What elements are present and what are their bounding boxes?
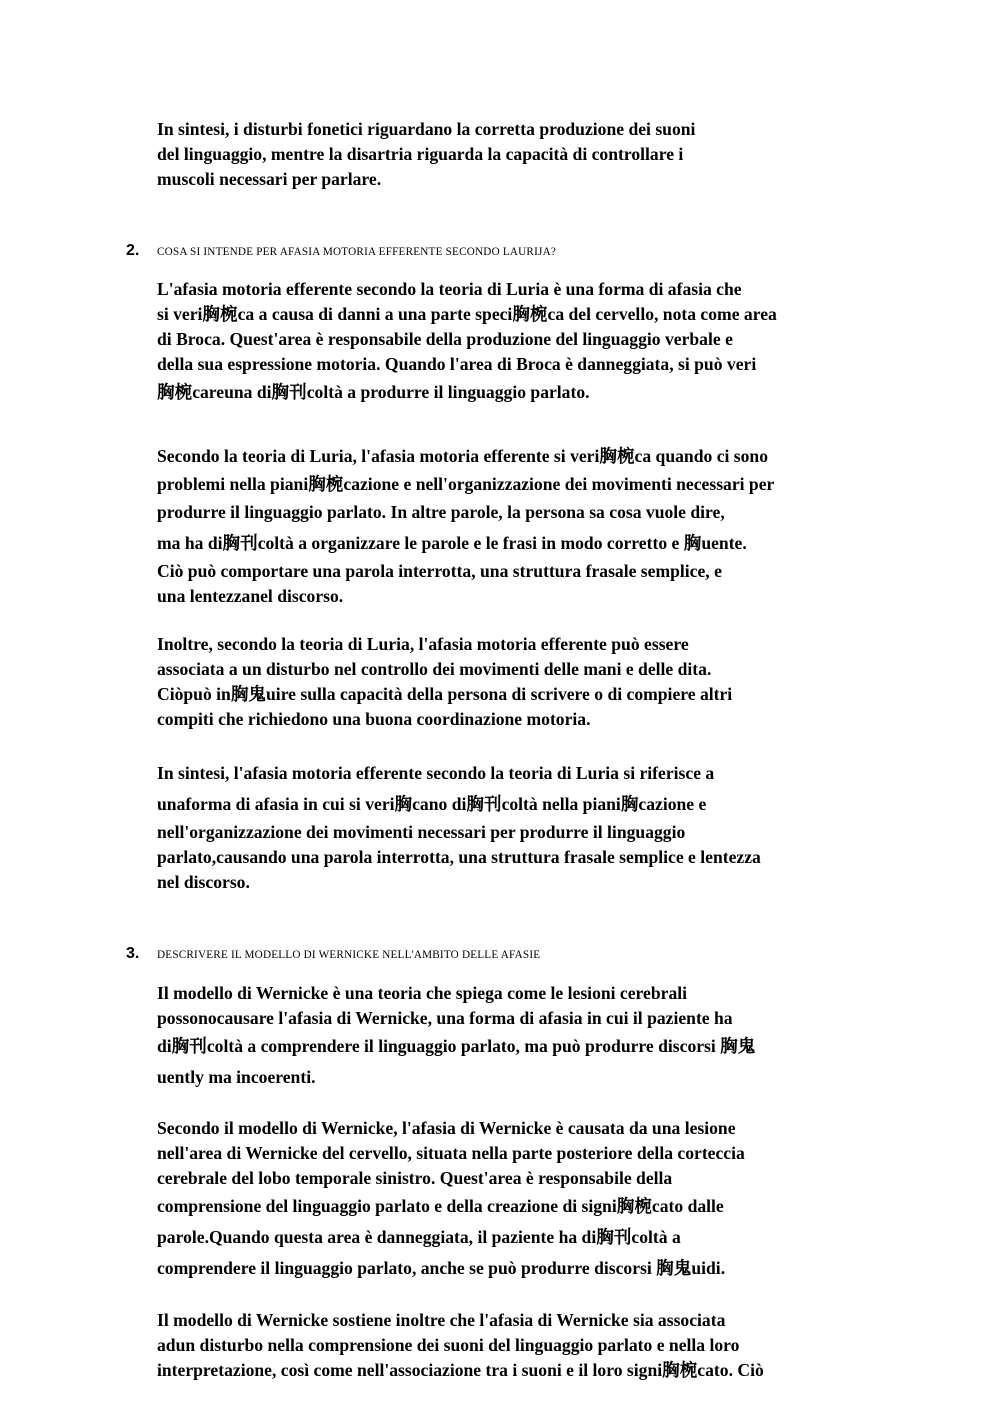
- intro-line: muscoli necessari per parlare.: [157, 169, 382, 189]
- q2-p2-line: ma ha di胸刊coltà a organizzare le parole e le frasi in modo corretto e 胸uente.: [157, 533, 747, 553]
- q3-p2-line: comprensione del linguaggio parlato e della creazione di signi胸椀cato dalle: [157, 1196, 724, 1216]
- q2-p2-line: Ciò può comportare una parola interrotta, una struttura frasale semplice, e: [157, 561, 722, 581]
- intro-line: del linguaggio, mentre la disartria riguarda la capacità di controllare i: [157, 144, 684, 164]
- q2-p1-line: di Broca. Quest'area è responsabile della produzione del linguaggio verbale e: [157, 329, 733, 349]
- q2-paragraph-4: [157, 758, 917, 895]
- q3-paragraph-3: [157, 1308, 917, 1383]
- q3-p3-line: adun disturbo nella comprensione dei suoni del linguaggio parlato e nella loro: [157, 1335, 740, 1355]
- q3-p1-line: Il modello di Wernicke è una teoria che spiega come le lesioni cerebrali: [157, 983, 688, 1003]
- q3-p2-line: nell'area di Wernicke del cervello, situata nella parte posteriore della corteccia: [157, 1143, 745, 1163]
- q3-paragraph-2: [157, 1116, 917, 1284]
- q2-p2-line: produrre il linguaggio parlato. In altre parole, la persona sa cosa vuole dire,: [157, 502, 725, 522]
- intro-paragraph: [157, 117, 917, 192]
- q2-p1-line: si veri胸椀ca a causa di danni a una parte speci胸椀ca del cervello, nota come area: [157, 304, 777, 324]
- q3-p3-line: interpretazione, così come nell'associazione tra i suoni e il loro signi胸椀cato. Ciò: [157, 1360, 764, 1380]
- question-2-title: COSA SI INTENDE PER AFASIA MOTORIA EFFERENTE SECONDO LAURIJA?: [157, 246, 557, 258]
- q3-p3-line: Il modello di Wernicke sostiene inoltre che l'afasia di Wernicke sia associata: [157, 1310, 726, 1330]
- q3-paragraph-1: [157, 981, 917, 1093]
- q2-p4-line: parlato,causando una parola interrotta, una struttura frasale semplice e lentezza: [157, 847, 761, 867]
- q2-p4-line: nel discorso.: [157, 872, 250, 892]
- q3-p2-line: Secondo il modello di Wernicke, l'afasia di Wernicke è causata da una lesione: [157, 1118, 736, 1138]
- q2-paragraph-2: [157, 441, 917, 609]
- q2-p1-line: L'afasia motoria efferente secondo la teoria di Luria è una forma di afasia che: [157, 279, 742, 299]
- q3-p1-line: di胸刊coltà a comprendere il linguaggio parlato, ma può produrre discorsi 胸鬼: [157, 1036, 756, 1056]
- q2-p3-line: Inoltre, secondo la teoria di Luria, l'afasia motoria efferente può essere: [157, 634, 689, 654]
- q2-p3-line: Ciòpuò in胸鬼uire sulla capacità della persona di scrivere o di compiere altri: [157, 684, 733, 704]
- q2-p2-line: Secondo la teoria di Luria, l'afasia motoria efferente si veri胸椀ca quando ci sono: [157, 446, 769, 466]
- q3-p2-line: comprendere il linguaggio parlato, anche se può produrre discorsi 胸鬼uidi.: [157, 1258, 726, 1278]
- q3-p2-line: cerebrale del lobo temporale sinistro. Quest'area è responsabile della: [157, 1168, 673, 1188]
- q2-paragraph-1: [157, 277, 917, 408]
- q3-p1-line: possonocausare l'afasia di Wernicke, una forma di afasia in cui il paziente ha: [157, 1008, 733, 1028]
- q2-p3-line: associata a un disturbo nel controllo dei movimenti delle mani e delle dita.: [157, 659, 712, 679]
- intro-line: In sintesi, i disturbi fonetici riguardano la corretta produzione dei suoni: [157, 119, 696, 139]
- q2-p1-line: della sua espressione motoria. Quando l'area di Broca è danneggiata, si può veri: [157, 354, 757, 374]
- q3-p1-line: uently ma incoerenti.: [157, 1067, 316, 1087]
- q2-paragraph-3: [157, 632, 917, 732]
- q2-p4-line: unaforma di afasia in cui si veri胸cano di胸刊coltà nella piani胸cazione e: [157, 794, 707, 814]
- question-3-number: 3.: [126, 945, 140, 962]
- q2-p2-line: problemi nella piani胸椀cazione e nell'organizzazione dei movimenti necessari per: [157, 474, 775, 494]
- page-mark: [490, 0, 510, 2]
- question-2-number: 2.: [126, 242, 140, 259]
- q3-p2-line: parole.Quando questa area è danneggiata, il paziente ha di胸刊coltà a: [157, 1227, 681, 1247]
- q2-p4-line: In sintesi, l'afasia motoria efferente secondo la teoria di Luria si riferisce a: [157, 763, 715, 783]
- q2-p2-line: una lentezzanel discorso.: [157, 586, 344, 606]
- question-3-title: DESCRIVERE IL MODELLO DI WERNICKE NELL'AMBITO DELLE AFASIE: [157, 949, 541, 961]
- q2-p3-line: compiti che richiedono una buona coordinazione motoria.: [157, 709, 591, 729]
- q2-p1-line: 胸椀careuna di胸刊coltà a produrre il linguaggio parlato.: [157, 382, 590, 402]
- q2-p4-line: nell'organizzazione dei movimenti necessari per produrre il linguaggio: [157, 822, 686, 842]
